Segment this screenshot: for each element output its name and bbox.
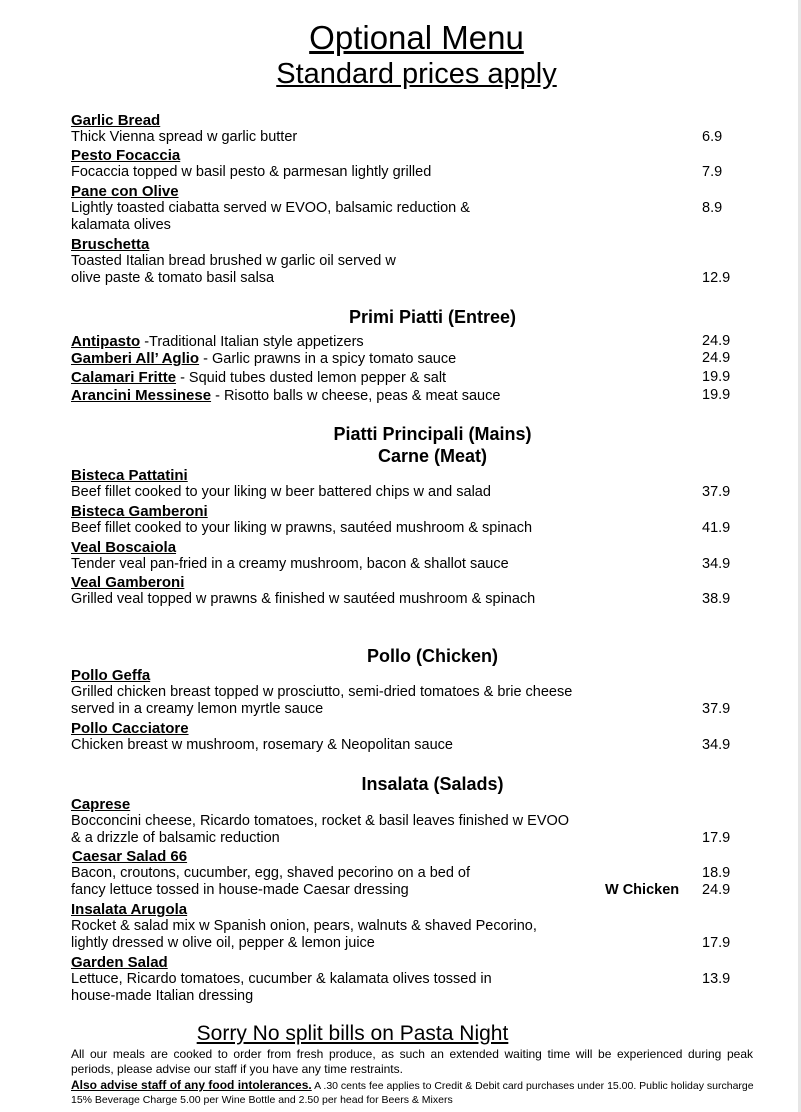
item-desc: -Traditional Italian style appetizers <box>140 334 364 350</box>
item-price: 7.9 <box>702 164 723 180</box>
item-desc: served in a creamy lemon myrtle sauce <box>71 701 324 717</box>
surcharge-notice <box>71 1078 761 1107</box>
item-name: Caprese <box>71 796 131 813</box>
item-name: Gamberi All’ Aglio <box>71 350 200 367</box>
item-price: 13.9 <box>702 971 731 987</box>
item-price: 24.9 <box>702 350 731 366</box>
item-name: Arancini Messinese <box>71 387 212 404</box>
item-name: Bruschetta <box>71 236 150 253</box>
entree-row <box>71 333 364 352</box>
item-name: Pollo Cacciatore <box>71 720 189 737</box>
item-desc: Bocconcini cheese, Ricardo tomatoes, rocket & basil leaves finished w EVOO <box>71 813 570 829</box>
item-name: Antipasto <box>71 333 141 350</box>
item-desc: Beef fillet cooked to your liking w prawns, sautéed mushroom & spinach <box>71 520 533 536</box>
chicken-option-price: 24.9 <box>702 882 731 898</box>
item-price: 17.9 <box>702 935 731 951</box>
item-desc: fancy lettuce tossed in house-made Caesar dressing <box>71 882 409 898</box>
item-price: 18.9 <box>702 865 731 881</box>
section-heading: Piatti Principali (Mains) <box>333 424 532 444</box>
item-desc: kalamata olives <box>71 217 171 233</box>
item-name: Pollo Geffa <box>71 667 151 684</box>
section-subheading: Carne (Meat) <box>377 446 488 466</box>
item-name: Veal Gamberoni <box>71 574 185 591</box>
item-desc: Toasted Italian bread brushed w garlic oil served w <box>71 253 396 269</box>
item-price: 24.9 <box>702 333 731 349</box>
item-desc: olive paste & tomato basil salsa <box>71 270 275 286</box>
item-desc: Thick Vienna spread w garlic butter <box>71 129 298 145</box>
entree-row <box>71 350 456 369</box>
item-price: 38.9 <box>702 591 731 607</box>
cooking-time-notice: All our meals are cooked to order from fresh produce, as such an extended waiting time will be experienced during peak periods, please advise our staff if you have any time restraints. <box>71 1047 753 1076</box>
entree-row <box>71 387 500 406</box>
menu-subtitle: Standard prices apply <box>276 58 557 90</box>
item-name: Insalata Arugola <box>71 901 188 918</box>
surcharge-text: A .30 cents fee applies to Credit & Debit card purchases under 15.00. Public holiday surcharge 15% Beverage Charge 5.00 per Wine Bottle and 2.50 per head for Beers & Mixers <box>71 1080 754 1106</box>
item-price: 8.9 <box>702 200 723 216</box>
item-desc: - Garlic prawns in a spicy tomato sauce <box>199 351 457 367</box>
menu-title: Optional Menu <box>309 19 524 56</box>
item-price: 41.9 <box>702 520 731 536</box>
item-name: Veal Boscaiola <box>71 539 177 556</box>
item-price: 37.9 <box>702 701 731 717</box>
item-price: 19.9 <box>702 369 731 385</box>
item-price: 37.9 <box>702 484 731 500</box>
section-heading: Insalata (Salads) <box>361 774 504 794</box>
item-price: 34.9 <box>702 556 731 572</box>
item-desc: Bacon, croutons, cucumber, egg, shaved pecorino on a bed of <box>71 865 471 881</box>
item-name: Bisteca Pattatini <box>71 467 188 484</box>
item-name: Bisteca Gamberoni <box>71 503 208 520</box>
item-desc: Grilled veal topped w prawns & finished w sautéed mushroom & spinach <box>71 591 536 607</box>
item-desc: Chicken breast w mushroom, rosemary & Neopolitan sauce <box>71 737 453 753</box>
item-desc: lightly dressed w olive oil, pepper & lemon juice <box>71 935 375 951</box>
item-price: 34.9 <box>702 737 731 753</box>
item-name: Calamari Fritte <box>71 369 177 386</box>
item-desc: Tender veal pan-fried in a creamy mushroom, bacon & shallot sauce <box>71 556 509 572</box>
item-price: 6.9 <box>702 129 723 145</box>
item-price: 17.9 <box>702 830 731 846</box>
item-desc: & a drizzle of balsamic reduction <box>71 830 280 846</box>
item-price: 19.9 <box>702 387 731 403</box>
item-desc: Lettuce, Ricardo tomatoes, cucumber & kalamata olives tossed in <box>71 971 492 987</box>
item-desc: - Risotto balls w cheese, peas & meat sauce <box>211 388 501 404</box>
item-desc: Focaccia topped w basil pesto & parmesan lightly grilled <box>71 164 432 180</box>
item-name: Garlic Bread <box>71 112 161 129</box>
item-name: Pesto Focaccia <box>71 147 181 164</box>
item-desc: - Squid tubes dusted lemon pepper & salt <box>176 370 447 386</box>
item-name: Garden Salad <box>71 954 168 971</box>
item-desc: house-made Italian dressing <box>71 988 254 1004</box>
chicken-option-label: W Chicken <box>605 882 680 898</box>
item-desc: Lightly toasted ciabatta served w EVOO, balsamic reduction & <box>71 200 470 216</box>
split-bill-notice: Sorry No split bills on Pasta Night <box>196 1022 509 1045</box>
item-desc: Beef fillet cooked to your liking w beer battered chips w and salad <box>71 484 491 500</box>
item-name: Caesar Salad 66 <box>72 848 188 865</box>
intolerance-notice: Also advise staff of any food intolerances. <box>71 1078 312 1092</box>
section-heading: Primi Piatti (Entree) <box>348 307 517 327</box>
item-name: Pane con Olive <box>71 183 179 200</box>
section-heading: Pollo (Chicken) <box>366 646 498 666</box>
item-desc: Grilled chicken breast topped w prosciutto, semi-dried tomatoes & brie cheese <box>71 684 573 700</box>
item-price: 12.9 <box>702 270 731 286</box>
item-desc: Rocket & salad mix w Spanish onion, pears, walnuts & shaved Pecorino, <box>71 918 537 934</box>
entree-row <box>71 369 446 388</box>
